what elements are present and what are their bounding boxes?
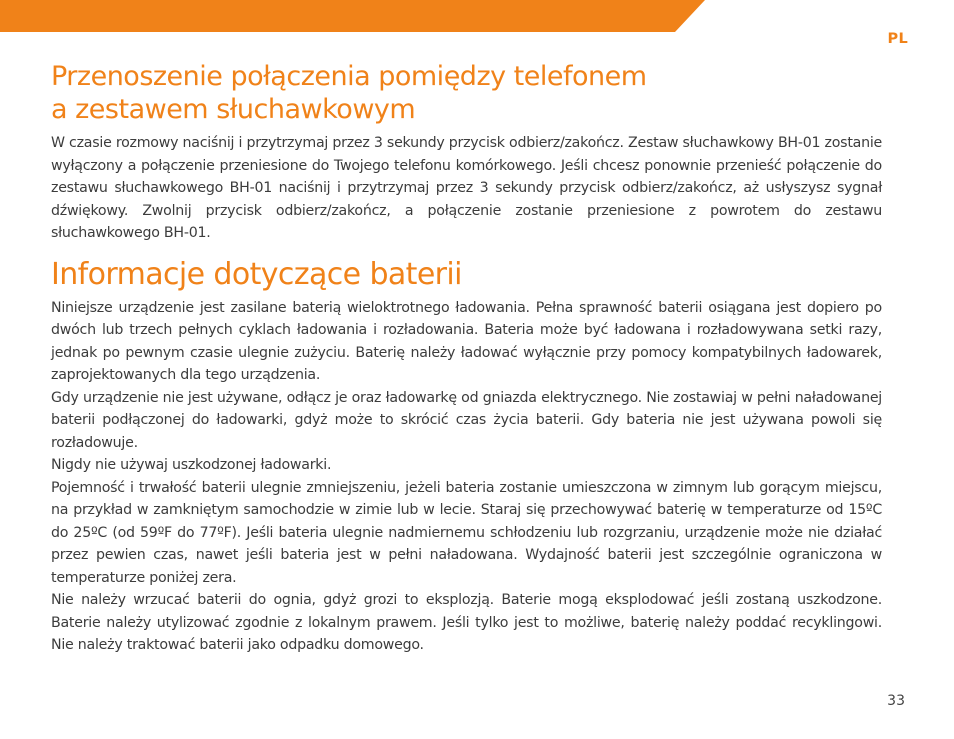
battery-paragraph-1: Niniejsze urządzenie jest zasilane baterią wieloktrotnego ładowania. Pełna sprawność baterii osiągana jest dopiero po dwóch lub trzech pełnych cyklach ładowania i rozładowania. Bateria może być ładowana i rozładowywana setki razy, jednak po pewnym czasie ulegnie zużyciu. Baterię należy ładować wyłącznie przy pomocy kompatybilnych ładowarek, zaprojektowanych dla tego urządzenia. [51, 299, 882, 383]
battery-paragraph-4: Pojemność i trwałość baterii ulegnie zmniejszeniu, jeżeli bateria zostanie umieszczona w zimnym lub gorącym miejscu, na przykład w zamkniętym samochodzie w zimie lub w lecie. Staraj się przechowywać baterię w temperaturze od 15ºC do 25ºC (od 59ºF do 77ºF). Jeśli bateria ulegnie nadmiernemu schłodzeniu lub rozgrzaniu, urządzenie może nie działać przez pewien czas, nawet jeśli bateria jest w pełni naładowana. Wydajność baterii jest szczególnie ograniczona w temperaturze poniżej zera. [51, 479, 882, 586]
battery-paragraph-5: Nie należy wrzucać baterii do ognia, gdyż grozi to eksplozją. Baterie mogą eksplodować jeśli zostaną uszkodzone. Baterie należy utylizować zgodnie z lokalnym prawem. Jeśli tylko jest to możliwe, baterię należy poddać recyklingowi. Nie należy traktować baterii jako odpadku domowego. [51, 592, 882, 653]
language-label: PL [887, 31, 908, 47]
page-number: 33 [887, 693, 905, 709]
call-transfer-heading-line1: Przenoszenie połączenia pomiędzy telefonem [51, 61, 647, 92]
page-content [51, 60, 882, 657]
battery-info-heading: Informacje dotyczące baterii [51, 256, 462, 292]
battery-paragraph-3: Nigdy nie używaj uszkodzonej ładowarki. [51, 457, 332, 473]
call-transfer-paragraph: W czasie rozmowy naciśnij i przytrzymaj przez 3 sekundy przycisk odbierz/zakończ. Zestaw słuchawkowy BH-01 zostanie wyłączony a połączenie przeniesione do Twojego telefonu komórkowego. Jeśli chcesz ponownie przenieść połączenie do zestawu słuchawkowego BH-01 naciśnij i przytrzymaj przez 3 sekundy przycisk odbierz/zakończ, aż usłyszysz sygnał dźwiękowy. Zwolnij przycisk odbierz/zakończ, a połączenie zostanie przeniesione z powrotem do zestawu słuchawkowego BH-01. [51, 135, 882, 241]
call-transfer-heading-line2: a zestawem słuchawkowym [51, 94, 416, 125]
battery-paragraph-2: Gdy urządzenie nie jest używane, odłącz je oraz ładowarkę od gniazda elektrycznego. Nie zostawiaj w pełni naładowanej baterii podłączonej do ładowarki, gdyż może to skrócić czas życia baterii. Gdy bateria nie jest używana powoli się rozładowuje. [51, 389, 882, 451]
call-transfer-heading [51, 60, 882, 126]
orange-header-bar [0, 0, 954, 32]
